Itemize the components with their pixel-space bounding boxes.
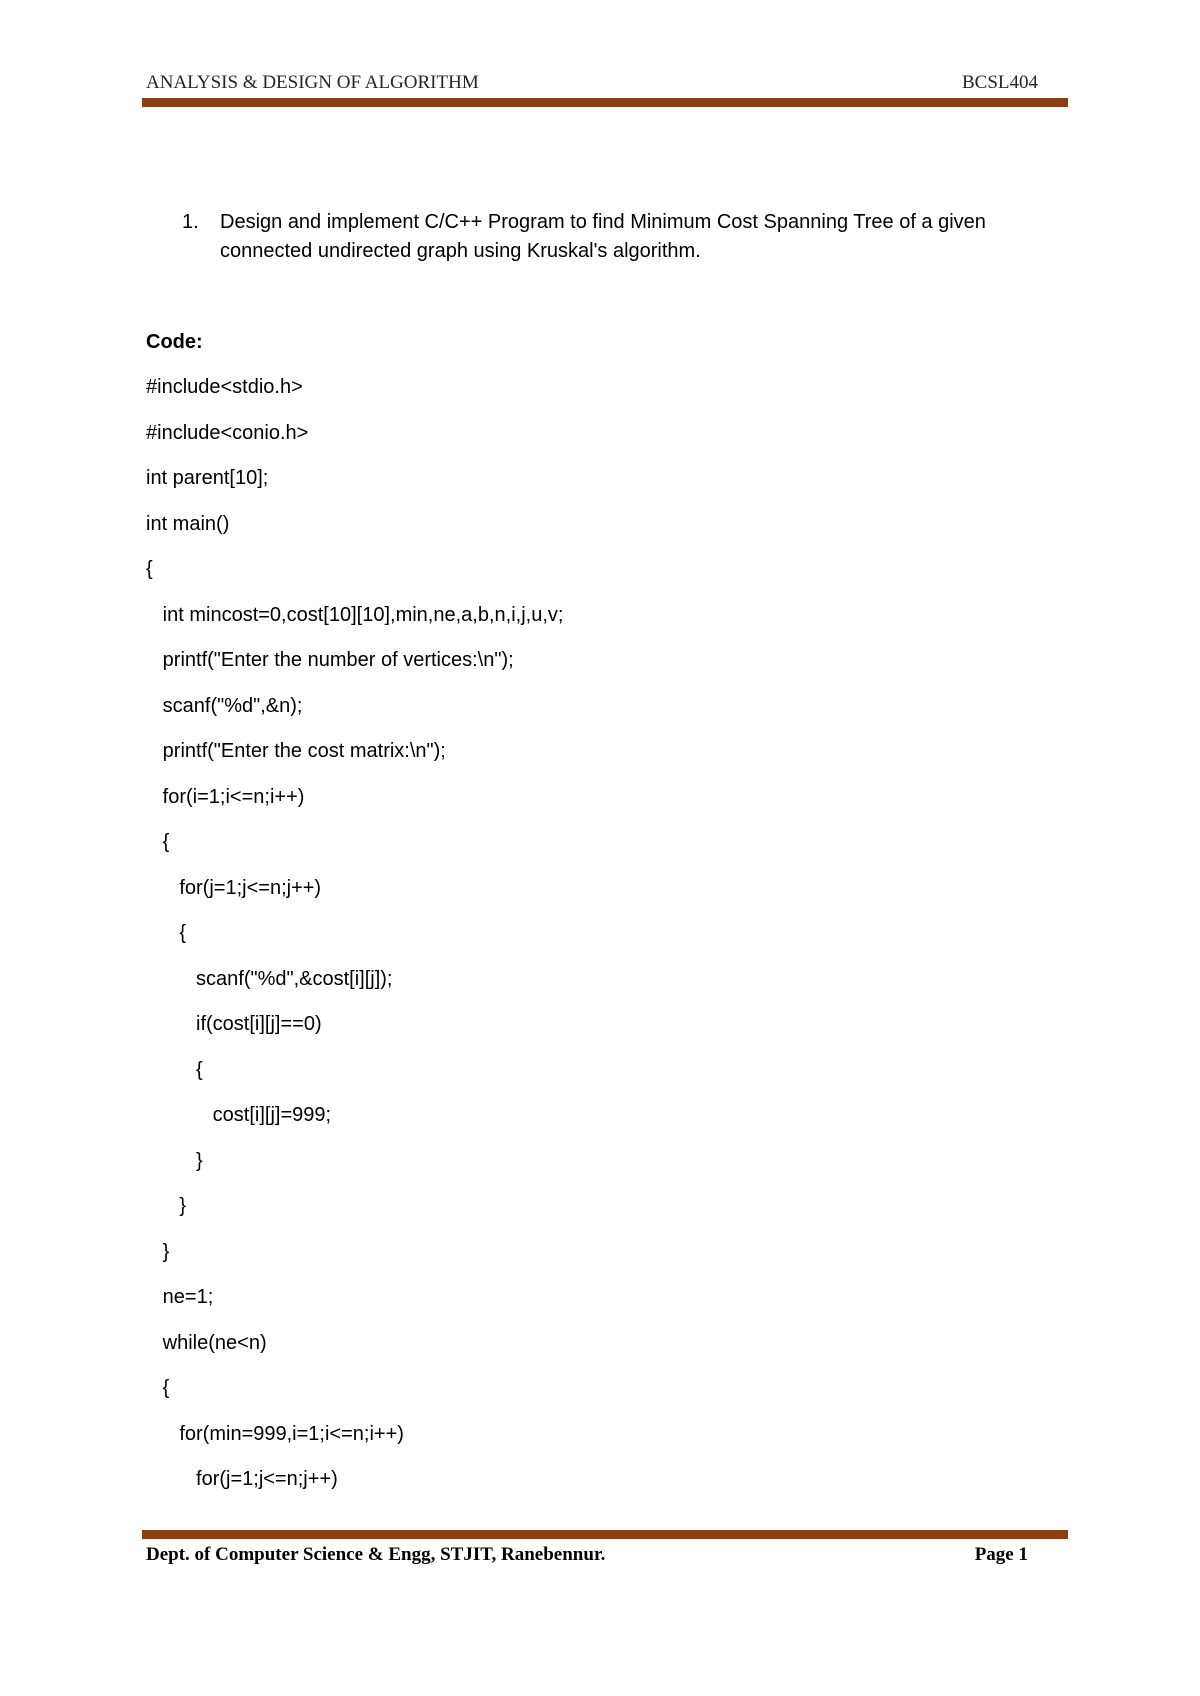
code-line: int main(): [146, 512, 230, 535]
code-line: {: [146, 1377, 170, 1399]
code-line: scanf("%d",&cost[i][j]);: [146, 967, 393, 990]
code-line: {: [146, 831, 170, 853]
question-item: [182, 208, 1052, 266]
code-line: int parent[10];: [146, 467, 269, 489]
code-line: {: [146, 1058, 203, 1081]
code-line: for(j=1;j<=n;j++): [146, 876, 322, 899]
code-line: #include<conio.h>: [146, 421, 309, 444]
header-rule: [142, 98, 1068, 107]
code-line: }: [146, 1149, 203, 1172]
page-footer: [146, 1544, 1028, 1570]
code-line: for(j=1;j<=n;j++): [146, 1468, 338, 1490]
footer-department: Dept. of Computer Science & Engg, STJIT, Ranebennur.: [146, 1544, 606, 1565]
code-line: if(cost[i][j]==0): [146, 1013, 322, 1035]
code-line: {: [146, 922, 187, 944]
header-title: ANALYSIS & DESIGN OF ALGORITHM: [146, 72, 479, 93]
code-line: for(i=1;i<=n;i++): [146, 785, 305, 808]
code-line: printf("Enter the number of vertices:\n");: [146, 649, 514, 671]
code-line: scanf("%d",&n);: [146, 694, 303, 717]
code-line: ne=1;: [146, 1286, 214, 1308]
header-course-code: BCSL404: [961, 72, 1038, 93]
code-line: for(min=999,i=1;i<=n;i++): [146, 1422, 404, 1445]
code-block: [146, 374, 1046, 1512]
code-line: }: [146, 1195, 187, 1217]
code-line: cost[i][j]=999;: [146, 1104, 332, 1126]
code-line: int mincost=0,cost[10][10],min,ne,a,b,n,i,j,u,v;: [146, 603, 564, 626]
page-number: Page 1: [974, 1544, 1028, 1565]
code-heading: Code:: [146, 331, 203, 353]
question-number: 1.: [182, 211, 199, 233]
code-line: {: [146, 558, 153, 580]
page-header: [146, 72, 1038, 96]
footer-rule: [142, 1530, 1068, 1539]
code-line: }: [146, 1240, 170, 1263]
code-line: printf("Enter the cost matrix:\n");: [146, 740, 446, 762]
code-line: #include<stdio.h>: [146, 376, 303, 398]
code-line: while(ne<n): [146, 1331, 267, 1354]
question-text: Design and implement C/C++ Program to find Minimum Cost Spanning Tree of a given connected undirected graph using Kruskal's algorithm.: [220, 211, 986, 262]
